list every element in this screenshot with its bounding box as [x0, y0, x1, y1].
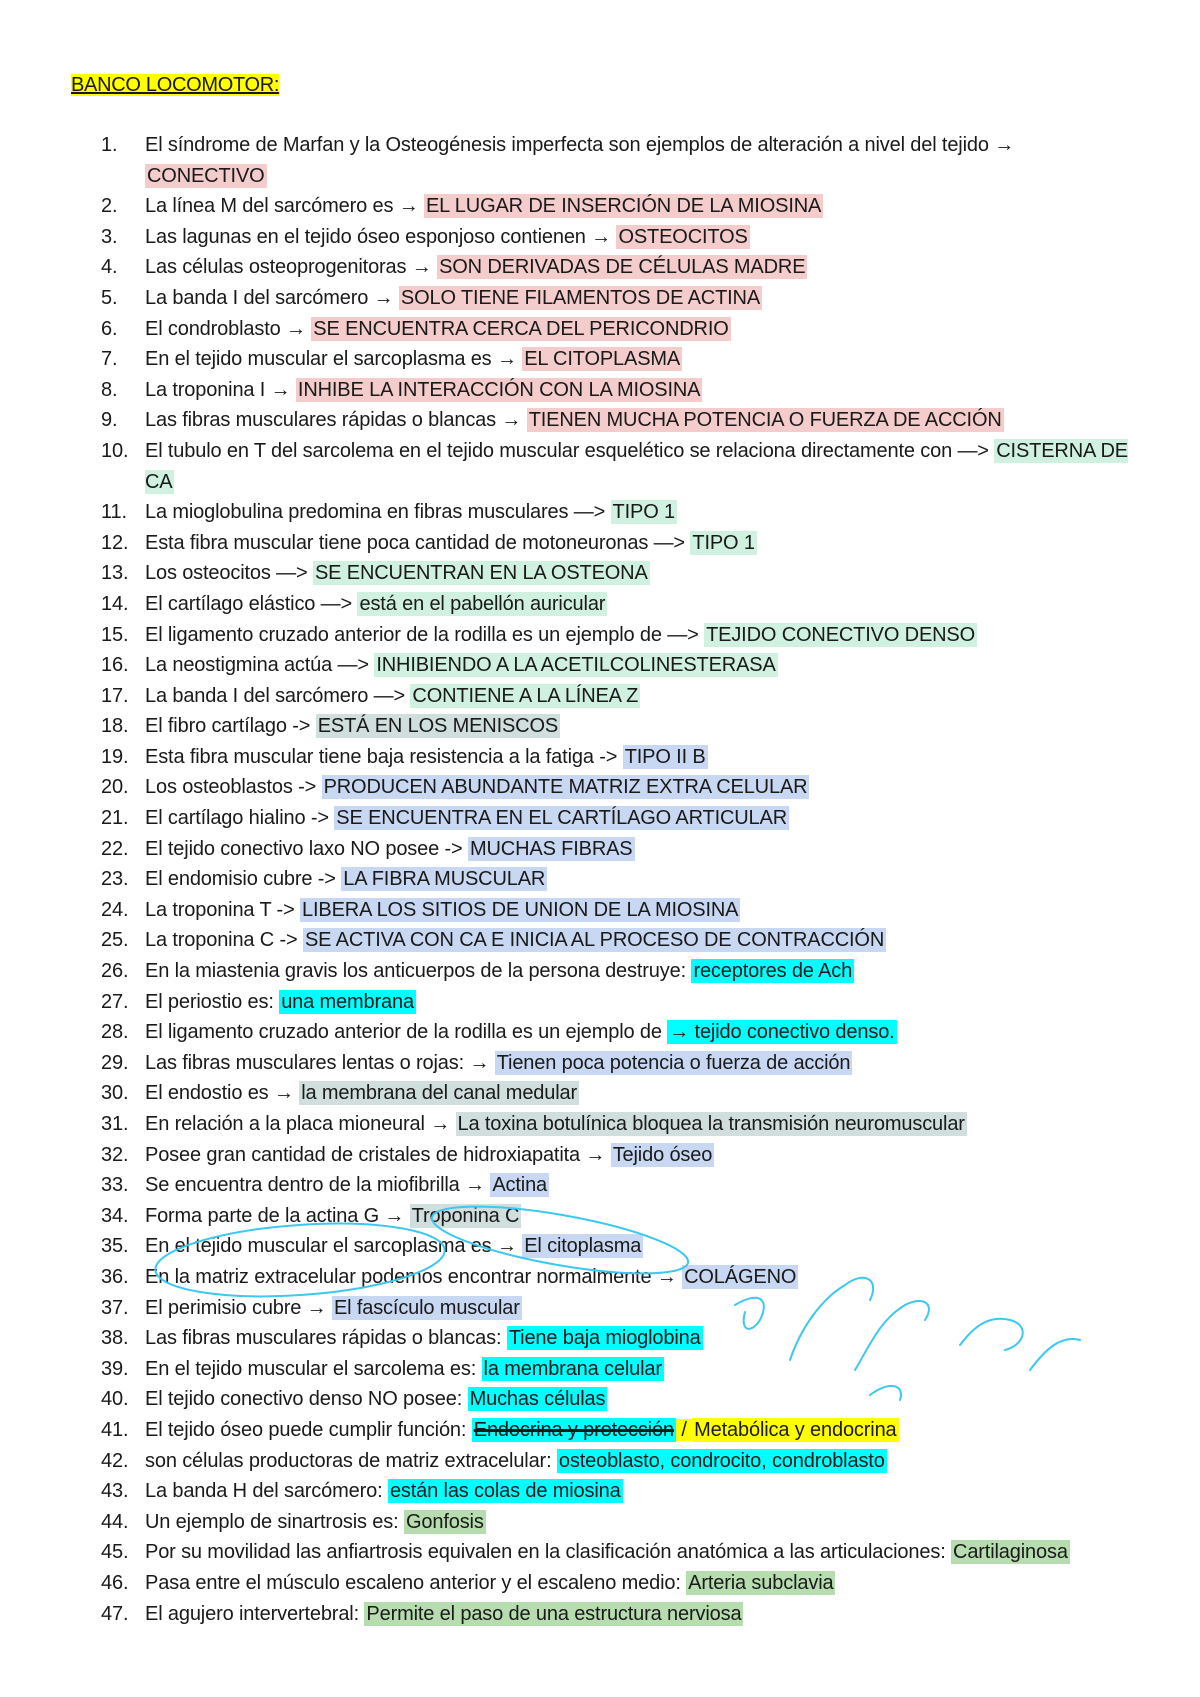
question-text: El periostio es:: [145, 990, 274, 1013]
question-text: Las fibras musculares rápidas o blancas:: [145, 1327, 502, 1350]
question-item: [0, 1537, 1200, 1568]
question-item: [0, 1568, 1200, 1599]
answer-highlight: SE ENCUENTRAN EN LA OSTEONA: [314, 562, 648, 585]
item-number: 27.: [101, 990, 129, 1013]
item-number: 2.: [101, 195, 118, 218]
item-number: 41.: [101, 1418, 129, 1441]
item-number: 14.: [101, 592, 129, 615]
question-item: [0, 620, 1200, 651]
question-item: [0, 375, 1200, 406]
item-number: 25.: [101, 929, 129, 952]
question-text: Las fibras musculares lentas o rojas: →: [145, 1051, 490, 1074]
answer-highlight: EL CITOPLASMA: [524, 348, 681, 371]
answer-highlight: EL LUGAR DE INSERCIÓN DE LA MIOSINA: [425, 195, 822, 218]
question-item: [0, 895, 1200, 926]
question-item: [0, 681, 1200, 712]
question-text: Esta fibra muscular tiene poca cantidad de motoneuronas —>: [145, 531, 685, 554]
item-number: 30.: [101, 1082, 129, 1105]
item-number: 17.: [101, 684, 129, 707]
question-item: [0, 1476, 1200, 1507]
question-text: En el tejido muscular el sarcolema es:: [145, 1357, 477, 1380]
item-number: 5.: [101, 286, 118, 309]
item-number: 33.: [101, 1174, 129, 1197]
question-item: [0, 1231, 1200, 1262]
question-text: El síndrome de Marfan y la Osteogénesis imperfecta son ejemplos de alteración a nivel del tejido →: [145, 134, 1015, 156]
question-item: [0, 191, 1200, 222]
question-text: La banda I del sarcómero —>: [145, 684, 405, 707]
question-text: La neostigmina actúa —>: [145, 654, 369, 677]
answer-highlight: está en el pabellón auricular: [359, 592, 606, 615]
question-item: [0, 130, 1200, 191]
question-text: son células productoras de matriz extracelular:: [145, 1449, 552, 1472]
item-number: 42.: [101, 1449, 129, 1472]
answer-highlight: Tienen poca potencia o fuerza de acción: [496, 1051, 851, 1074]
question-item: [0, 1384, 1200, 1415]
answer-highlight: Cartilaginosa: [953, 1541, 1068, 1564]
answer-highlight: Arteria subclavia: [688, 1571, 834, 1594]
item-number: 16.: [101, 654, 129, 677]
question-text: Esta fibra muscular tiene baja resistencia a la fatiga ->: [145, 745, 618, 768]
question-item: [0, 1323, 1200, 1354]
item-number: 28.: [101, 1021, 129, 1044]
item-number: 6.: [101, 317, 118, 340]
question-text: El perimisio cubre →: [145, 1296, 327, 1319]
answer-highlight: LA FIBRA MUSCULAR: [343, 868, 546, 891]
answer-highlight: INHIBIENDO A LA ACETILCOLINESTERASA: [376, 654, 776, 677]
question-list: [0, 130, 1200, 1629]
question-item: [0, 834, 1200, 865]
answer-highlight: La toxina botulínica bloquea la transmisión neuromuscular: [457, 1113, 965, 1135]
item-number: 9.: [101, 409, 118, 432]
question-item: [0, 497, 1200, 528]
answer-highlight: TIPO II B: [624, 745, 706, 768]
question-item: [0, 436, 1200, 497]
question-item: [0, 1201, 1200, 1232]
question-item: [0, 1262, 1200, 1293]
answer-highlight: SE ENCUENTRA CERCA DEL PERICONDRIO: [313, 317, 729, 340]
question-text: Las células osteoprogenitoras →: [145, 256, 432, 279]
question-text: El cartílago hialino ->: [145, 807, 329, 830]
question-text: En el tejido muscular el sarcoplasma es →: [145, 348, 517, 371]
question-item: [0, 1446, 1200, 1477]
document-title: [71, 73, 279, 97]
item-number: 45.: [101, 1541, 129, 1564]
question-item: [0, 1293, 1200, 1324]
answer-highlight: Tejido óseo: [612, 1143, 713, 1166]
item-number: 10.: [101, 439, 129, 462]
answer-highlight: TIPO 1: [612, 501, 675, 524]
item-number: 19.: [101, 745, 129, 768]
question-item: [0, 558, 1200, 589]
question-text: El tubulo en T del sarcolema en el tejido muscular esquelético se relaciona directamente con —>: [145, 439, 989, 462]
question-text: Forma parte de la actina G →: [145, 1204, 405, 1227]
question-text: La mioglobulina predomina en fibras musculares —>: [145, 501, 606, 524]
answer-highlight: PRODUCEN ABUNDANTE MATRIZ EXTRA CELULAR: [323, 776, 808, 799]
item-number: 21.: [101, 807, 129, 830]
question-item: [0, 344, 1200, 375]
question-text: Los osteoblastos ->: [145, 776, 317, 799]
question-item: [0, 742, 1200, 773]
answer-highlight: TIPO 1: [692, 531, 755, 554]
item-number: 35.: [101, 1235, 129, 1258]
item-number: 34.: [101, 1204, 129, 1227]
answer-highlight: ESTÁ EN LOS MENISCOS: [317, 715, 559, 738]
answer-highlight: SON DERIVADAS DE CÉLULAS MADRE: [439, 256, 806, 279]
item-number: 43.: [101, 1480, 129, 1503]
question-text: El tejido conectivo laxo NO posee ->: [145, 837, 463, 860]
question-item: [0, 1109, 1200, 1140]
question-text: En la matriz extracelular podemos encontrar normalmente →: [145, 1265, 677, 1288]
answer-highlight: una membrana: [281, 990, 414, 1013]
question-item: [0, 987, 1200, 1018]
question-item: [0, 252, 1200, 283]
question-item: [0, 925, 1200, 956]
answer-highlight: la membrana del canal medular: [301, 1082, 578, 1105]
question-text: El condroblasto →: [145, 317, 306, 340]
question-item: [0, 589, 1200, 620]
question-text: El cartílago elástico —>: [145, 592, 353, 615]
answer-highlight: la membrana celular: [483, 1357, 662, 1380]
question-item: [0, 1048, 1200, 1079]
question-text: La línea M del sarcómero es →: [145, 195, 419, 218]
item-number: 32.: [101, 1143, 129, 1166]
question-item: [0, 1078, 1200, 1109]
answer-highlight: SOLO TIENE FILAMENTOS DE ACTINA: [400, 286, 761, 309]
question-item: [0, 956, 1200, 987]
item-number: 12.: [101, 531, 129, 554]
item-number: 40.: [101, 1388, 129, 1411]
answer-highlight: MUCHAS FIBRAS: [469, 837, 633, 860]
question-text: Los osteocitos —>: [145, 562, 308, 585]
item-number: 13.: [101, 562, 129, 585]
question-text: Un ejemplo de sinartrosis es:: [145, 1510, 399, 1533]
answer-separator: /: [675, 1418, 693, 1441]
item-number: 20.: [101, 776, 129, 799]
question-text: La troponina T ->: [145, 898, 295, 921]
question-item: [0, 222, 1200, 253]
item-number: 26.: [101, 960, 129, 983]
item-number: 31.: [101, 1113, 129, 1135]
answer-highlight: OSTEOCITOS: [618, 225, 748, 248]
answer-highlight: TEJIDO CONECTIVO DENSO: [706, 623, 976, 646]
question-text: En relación a la placa mioneural →: [145, 1113, 451, 1135]
answer-highlight: Tiene baja mioglobina: [508, 1327, 701, 1350]
item-number: 15.: [101, 623, 129, 646]
answer-highlight: Gonfosis: [405, 1510, 484, 1533]
question-text: El fibro cartílago ->: [145, 715, 311, 738]
item-number: 46.: [101, 1571, 129, 1594]
item-number: 38.: [101, 1327, 129, 1350]
question-item: [0, 803, 1200, 834]
item-number: 7.: [101, 348, 118, 371]
answer-highlight: Permite el paso de una estructura nerviosa: [366, 1602, 742, 1625]
item-number: 23.: [101, 868, 129, 891]
question-item: [0, 1507, 1200, 1538]
answer-highlight: SE ACTIVA CON CA E INICIA AL PROCESO DE CONTRACCIÓN: [304, 929, 885, 952]
item-number: 39.: [101, 1357, 129, 1380]
question-text: Pasa entre el músculo escaleno anterior y el escaleno medio:: [145, 1571, 681, 1594]
item-number: 11.: [101, 501, 127, 524]
question-item: [0, 1140, 1200, 1171]
question-item: [0, 528, 1200, 559]
question-text: Las fibras musculares rápidas o blancas →: [145, 409, 522, 432]
question-text: Posee gran cantidad de cristales de hidroxiapatita →: [145, 1143, 606, 1166]
answer-highlight: El citoplasma: [524, 1235, 642, 1258]
question-text: En la miastenia gravis los anticuerpos de la persona destruye:: [145, 960, 687, 983]
item-number: 37.: [101, 1296, 129, 1319]
question-text: La troponina C ->: [145, 929, 298, 952]
question-text: El tejido óseo puede cumplir función:: [145, 1418, 467, 1441]
question-item: [0, 283, 1200, 314]
answer-highlight: están las colas de miosina: [389, 1480, 621, 1503]
question-text: El ligamento cruzado anterior de la rodilla es un ejemplo de: [145, 1021, 662, 1044]
item-number: 3.: [101, 225, 118, 248]
answer-highlight: Muchas células: [469, 1388, 606, 1411]
question-text: El agujero intervertebral:: [145, 1602, 359, 1625]
item-number: 29.: [101, 1051, 129, 1074]
item-number: 18.: [101, 715, 129, 738]
answer-highlight: receptores de Ach: [693, 960, 853, 983]
answer-highlight: El fascículo muscular: [333, 1296, 520, 1319]
struck-answer-text: Endocrina y protección: [473, 1418, 674, 1441]
question-text: En el tejido muscular el sarcoplasma es →: [145, 1235, 517, 1258]
question-text: La banda I del sarcómero →: [145, 286, 394, 309]
item-number: 36.: [101, 1265, 129, 1288]
item-number: 24.: [101, 898, 129, 921]
question-item: [0, 1170, 1200, 1201]
answer-highlight: Metabólica y endocrina: [694, 1418, 897, 1441]
question-item: [0, 314, 1200, 345]
item-number: 47.: [101, 1602, 129, 1625]
item-number: 1.: [101, 134, 118, 156]
item-number: 44.: [101, 1510, 129, 1533]
answer-highlight: Actina: [492, 1174, 548, 1197]
answer-highlight: osteoblasto, condrocito, condroblasto: [558, 1449, 885, 1472]
title-text: BANCO LOCOMOTOR:: [71, 74, 280, 96]
answer-highlight: Troponina C: [411, 1204, 520, 1227]
question-text: La troponina I →: [145, 378, 291, 401]
question-text: El endostio es →: [145, 1082, 294, 1105]
question-item: [0, 772, 1200, 803]
answer-highlight: CISTERNA DE CA: [145, 439, 1128, 493]
answer-highlight: INHIBE LA INTERACCIÓN CON LA MIOSINA: [297, 378, 701, 401]
question-text: Por su movilidad las anfiartrosis equivalen en la clasificación anatómica a las articulaciones:: [145, 1541, 946, 1564]
question-item: [0, 650, 1200, 681]
question-item: [0, 1354, 1200, 1385]
question-text: El tejido conectivo denso NO posee:: [145, 1388, 463, 1411]
question-item: [0, 864, 1200, 895]
question-item: [0, 1017, 1200, 1048]
item-number: 4.: [101, 256, 118, 279]
question-item: [0, 711, 1200, 742]
question-item: [0, 1599, 1200, 1630]
question-text: Las lagunas en el tejido óseo esponjoso contienen →: [145, 225, 612, 248]
item-number: 8.: [101, 378, 118, 401]
answer-highlight: SE ENCUENTRA EN EL CARTÍLAGO ARTICULAR: [336, 807, 788, 830]
answer-highlight: TIENEN MUCHA POTENCIA O FUERZA DE ACCIÓN: [528, 409, 1002, 432]
answer-highlight: CONTIENE A LA LÍNEA Z: [412, 684, 639, 707]
question-text: El endomisio cubre ->: [145, 868, 336, 891]
answer-highlight: LIBERA LOS SITIOS DE UNION DE LA MIOSINA: [302, 898, 739, 921]
question-text: El ligamento cruzado anterior de la rodilla es un ejemplo de —>: [145, 623, 699, 646]
answer-highlight: CONECTIVO: [147, 164, 265, 187]
question-item: [0, 1415, 1200, 1446]
answer-highlight: COLÁGENO: [684, 1265, 797, 1288]
question-item: [0, 405, 1200, 436]
answer-highlight: → tejido conectivo denso.: [669, 1021, 895, 1044]
question-text: La banda H del sarcómero:: [145, 1480, 383, 1503]
item-number: 22.: [101, 837, 129, 860]
question-text: Se encuentra dentro de la miofibrilla →: [145, 1174, 485, 1197]
